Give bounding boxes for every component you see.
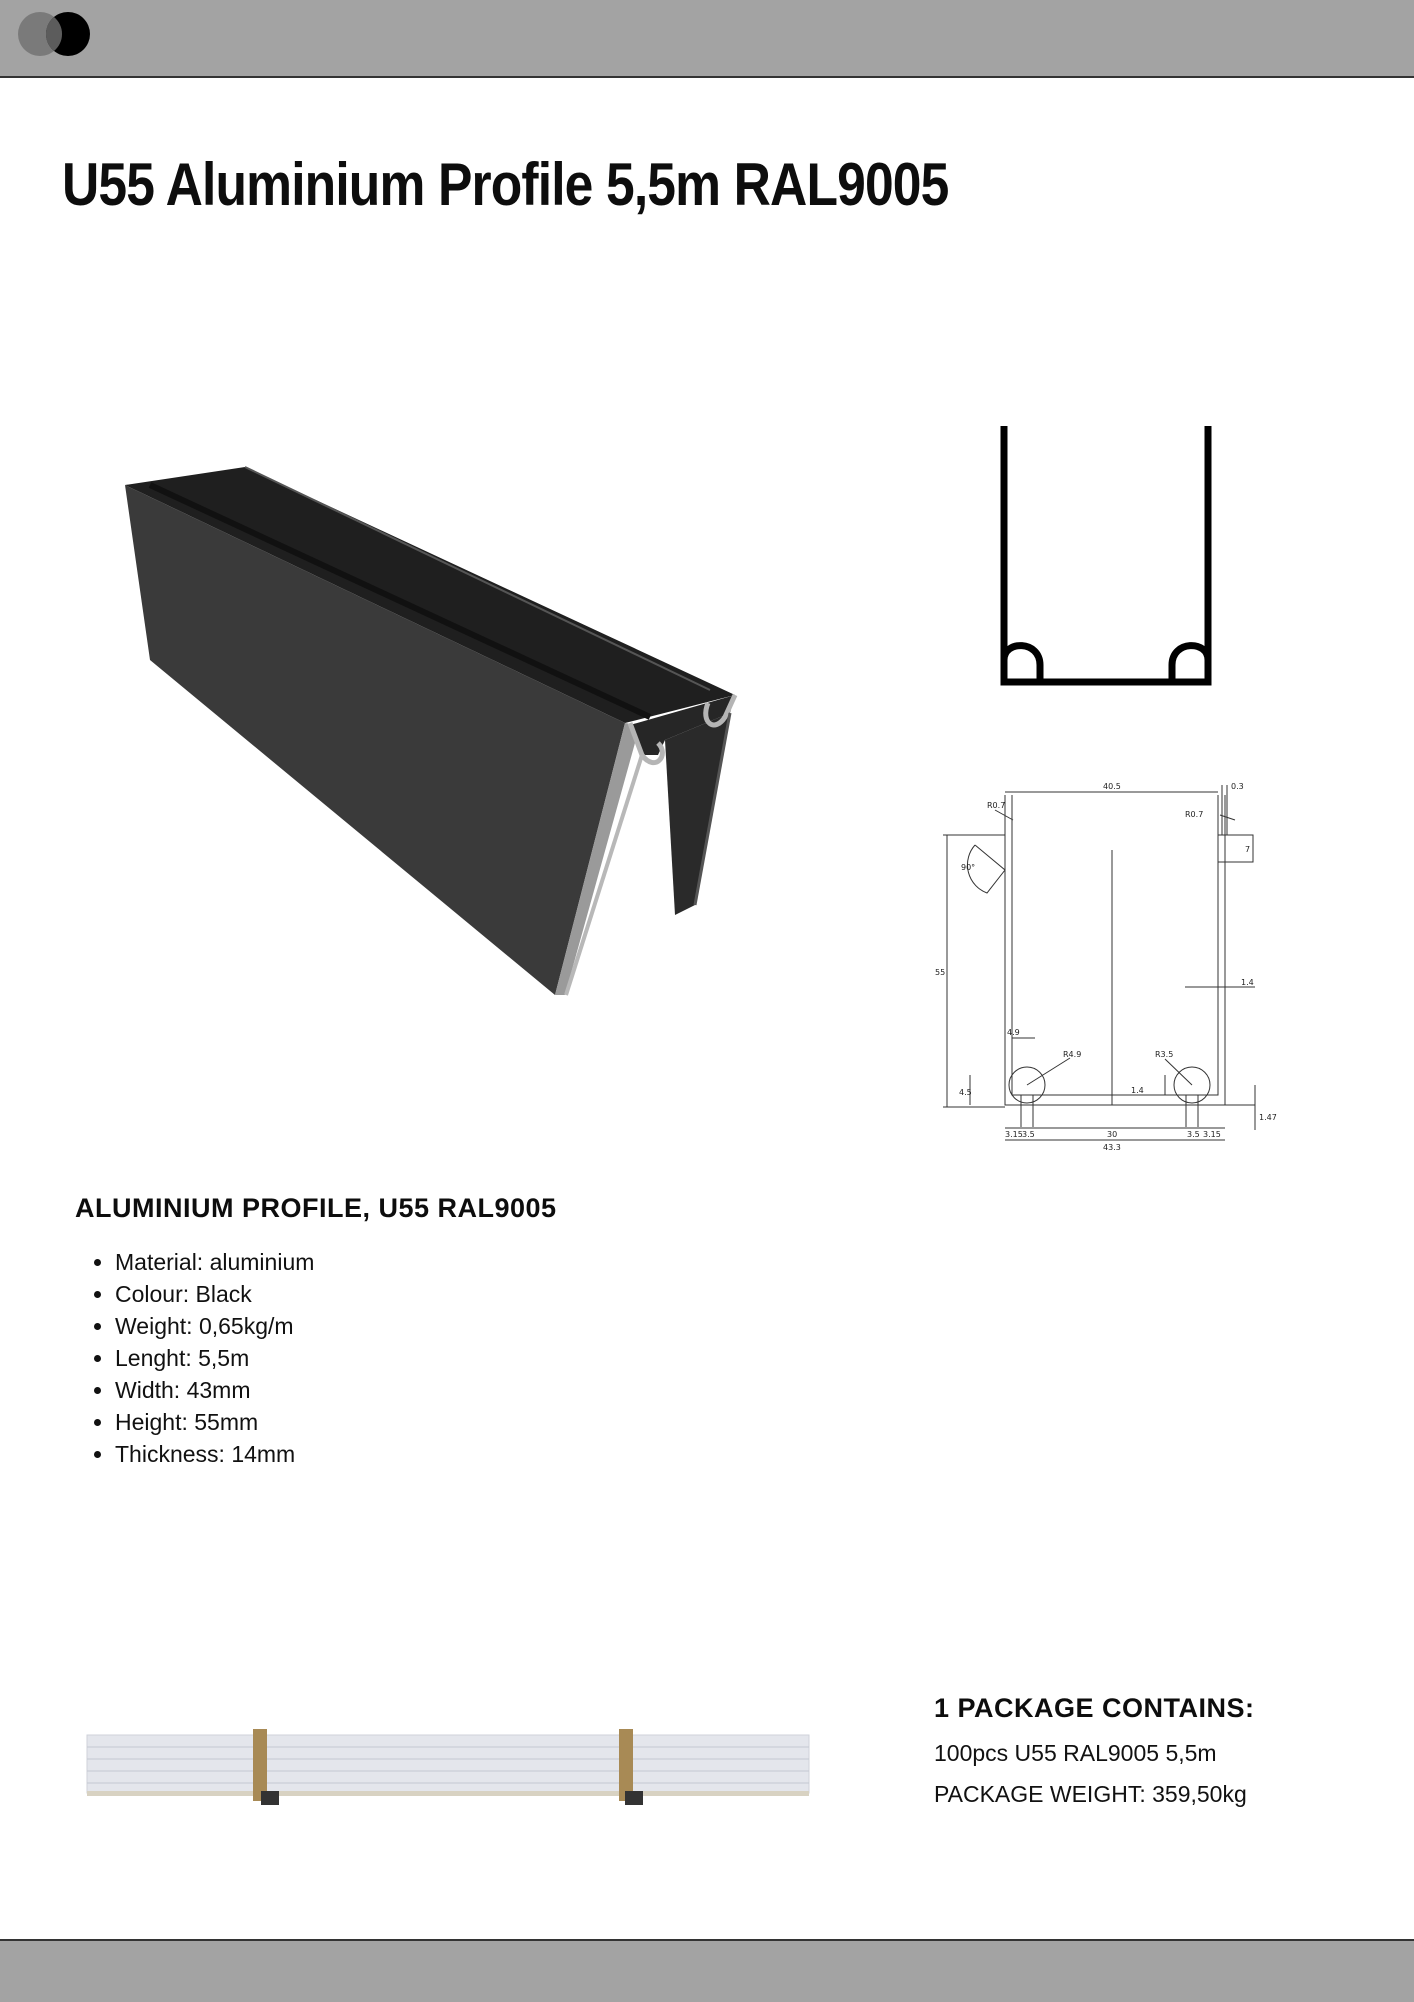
dim-label: 40.5: [1103, 782, 1121, 791]
spec-item: • Weight: 0,65kg/m: [115, 1310, 314, 1342]
two-circles-logo-icon: [18, 6, 102, 62]
package-weight: PACKAGE WEIGHT: 359,50kg: [934, 1781, 1247, 1807]
page-title: U55 Aluminium Profile 5,5m RAL9005: [62, 151, 949, 218]
dim-label: 4.5: [959, 1088, 972, 1097]
dim-label: R3.5: [1155, 1050, 1174, 1059]
dim-label: R0.7: [1185, 810, 1204, 819]
spec-item: • Colour: Black: [115, 1278, 314, 1310]
dim-label: 0.3: [1231, 782, 1244, 791]
dim-label: 3.15: [1203, 1130, 1221, 1139]
technical-drawing: [935, 775, 1275, 1155]
dim-label: 1.4: [1241, 978, 1254, 987]
dim-label: 3.5: [1187, 1130, 1200, 1139]
dim-label: 90°: [961, 863, 976, 872]
package-heading: 1 PACKAGE CONTAINS:: [934, 1693, 1255, 1723]
profile-cross-section: [990, 420, 1220, 690]
dim-label: 30: [1107, 1130, 1118, 1139]
spec-list: [75, 1246, 314, 1470]
dim-label: 55: [935, 968, 946, 977]
dim-label: 1.4: [1131, 1086, 1144, 1095]
spec-item: • Width: 43mm: [115, 1374, 314, 1406]
dim-label: 43.3: [1103, 1143, 1121, 1152]
dim-label: 3.15: [1005, 1130, 1023, 1139]
package-bundle-photo: [85, 1725, 815, 1810]
footer-bar: [0, 1939, 1414, 2002]
dim-label: 4.9: [1007, 1028, 1020, 1037]
spec-item: • Height: 55mm: [115, 1406, 314, 1438]
dim-label: R4.9: [1063, 1050, 1082, 1059]
spec-item: • Lenght: 5,5m: [115, 1342, 314, 1374]
header-bar: [0, 0, 1414, 78]
dim-label: 1.47: [1259, 1113, 1277, 1122]
spec-item: • Thickness: 14mm: [115, 1438, 314, 1470]
package-contents: 100pcs U55 RAL9005 5,5m: [934, 1740, 1217, 1766]
dim-label: 7: [1245, 845, 1251, 854]
dim-label: R0.7: [987, 801, 1006, 810]
spec-item: • Material: aluminium: [115, 1246, 314, 1278]
spec-heading: ALUMINIUM PROFILE, U55 RAL9005: [75, 1193, 557, 1223]
profile-photo: [110, 455, 750, 1005]
dim-label: 3.5: [1022, 1130, 1035, 1139]
